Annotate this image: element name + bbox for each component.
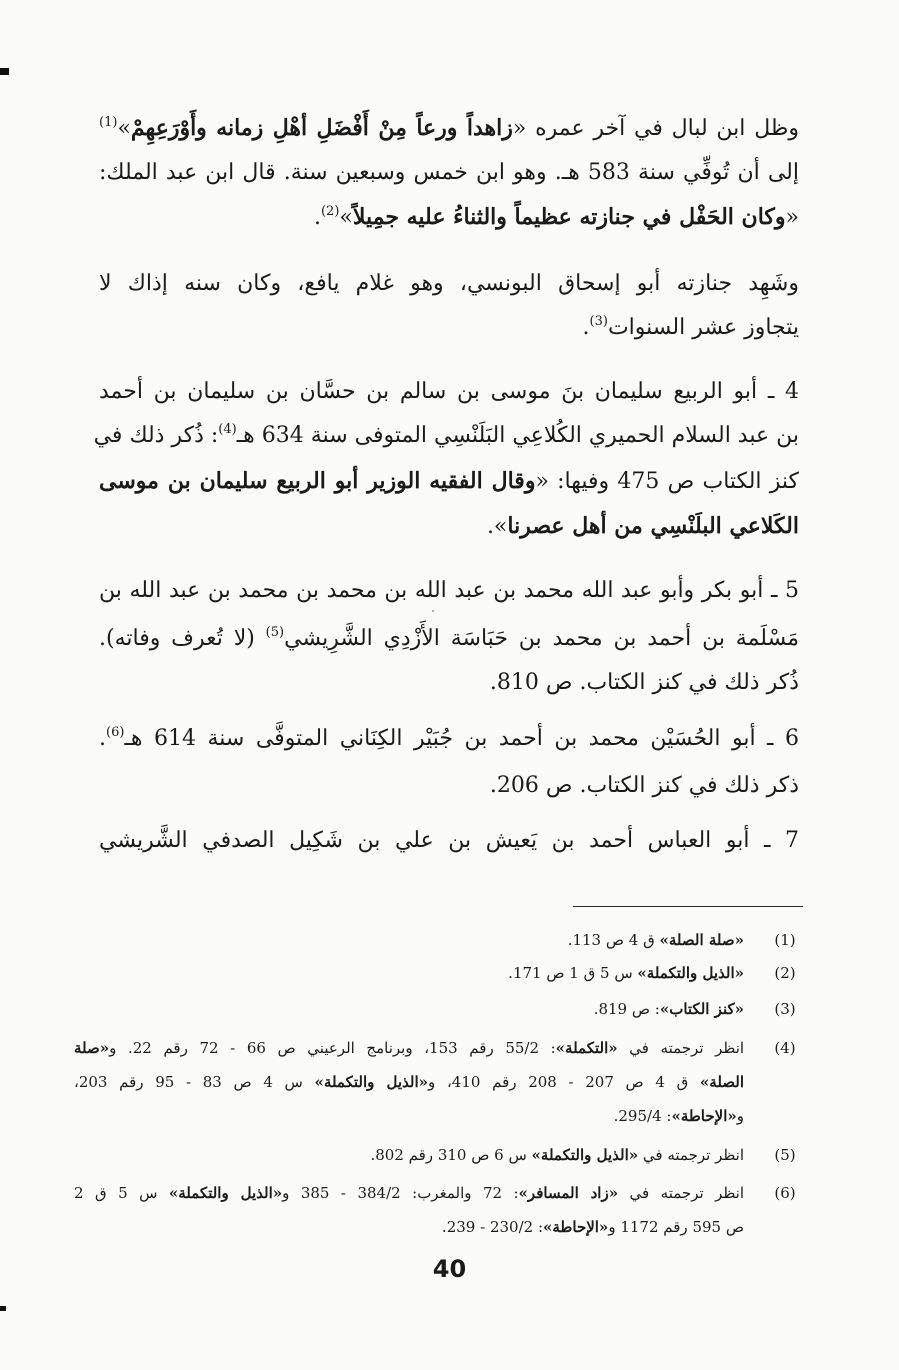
footnote-line: و«الإحاطة»: 295/4. xyxy=(613,1107,744,1125)
footnote-number: (2) xyxy=(774,964,796,982)
body-line: 4 ـ أبو الربيع سليمان بنَ موسى بن سالم بن حسَّان بن سليمان بن أحمد xyxy=(99,379,799,404)
footnote-number: (1) xyxy=(774,931,796,949)
body-line: وشَهِد جنازته أبو إسحاق البونسي، وهو غلام يافع، وكان سنه إذاك لا xyxy=(99,271,799,296)
footnote-number: (6) xyxy=(774,1184,796,1202)
body-line: وظل ابن لبال في آخر عمره «زاهداً ورعاً مِنْ أَفْضَلِ أهْلِ زمانه وأَوْرَعِهِمْ»$^{(1)}$ xyxy=(99,115,799,141)
footnote-line: انظر ترجمته في «التكملة»: 55/2 رقم 153، وبرنامج الرعيني ص 66 - 72 رقم 22. و«صلة xyxy=(74,1039,745,1057)
body-line: ذكر ذلك في كنز الكتاب. ص 206. xyxy=(489,773,799,798)
footnote-line: انظر ترجمته في «زاد المسافر»: 72 والمغرب: 384/2 - 385 و«الذيل والتكملة» س 5 ق 2 xyxy=(74,1184,745,1202)
footnote-line: الصلة» ق 4 ص 207 - 208 رقم 410، و«الذيل والتكملة» س 4 ص 83 - 95 رقم 203، xyxy=(74,1073,745,1091)
scan-edge-mark-bottom xyxy=(0,1306,6,1311)
body-line: 5 ـ أبو بكر وأبو عبد الله محمد بن عبد الله بن محمد بن محمد بن عبد الله بن xyxy=(99,578,799,603)
footnote-line: «الذيل والتكملة» س 5 ق 1 ص 171. xyxy=(508,964,744,982)
footnote-number: (5) xyxy=(774,1146,796,1164)
body-line: الكَلاعي البلَنْسِي من أهل عصرنا». xyxy=(486,513,799,539)
footnote-line: انظر ترجمته في «الذيل والتكملة» س 6 ص 310 رقم 802. xyxy=(370,1146,744,1164)
body-line: إلى أن تُوفِّي سنة 583 هـ. وهو ابن خمس وسبعين سنة. قال ابن عبد الملك: xyxy=(99,160,799,185)
page-number: 40 xyxy=(432,1255,467,1283)
footnote-separator xyxy=(573,906,803,907)
body-line: يتجاوز عشر السنوات$^{(3)}$. xyxy=(582,314,799,340)
body-line: 7 ـ أبو العباس أحمد بن يَعيش بن علي بن شَكِيل الصدفي الشَّريشي xyxy=(99,828,799,853)
body-line: «وكان الحَفْل في جنازته عظيماً والثناءُ عليه جمِيلاً»$^{(2)}$. xyxy=(313,204,799,230)
body-line: كنز الكتاب ص 475 وفيها: «وقال الفقيه الوزير أبو الربيع سليمان بن موسى xyxy=(99,468,799,494)
footnote-number: (3) xyxy=(774,1000,796,1018)
footnote-line: «صلة الصلة» ق 4 ص 113. xyxy=(567,931,744,949)
scan-edge-mark-top xyxy=(0,68,9,75)
body-line: 6 ـ أبو الحُسَيْن محمد بن أحمد بن جُبَيْر الكِنَاني المتوفَّى سنة 614 هـ$^{(6)}$. xyxy=(99,725,799,751)
footnote-line: ص 595 رقم 1172 و«الإحاطة»: 230/2 - 239. xyxy=(441,1218,744,1236)
body-line: مَسْلَمة بن أحمد بن محمد بن حَبَاسَة الأَزْدِي الشَّرِيشي$^{(5)}$ (لا تُعرف وفاته). xyxy=(99,625,799,651)
body-line: بن عبد السلام الحميري الكُلاعِي البَلَنْسِي المتوفى سنة 634 هـ$^{(4)}$: ذُكر ذلك في xyxy=(93,422,799,448)
body-line: ذُكر ذلك في كنز الكتاب. ص 810. xyxy=(489,670,799,695)
scan-speck xyxy=(432,610,434,612)
footnote-number: (4) xyxy=(774,1039,796,1057)
footnote-line: «كنز الكتاب»: ص 819. xyxy=(593,1000,744,1018)
